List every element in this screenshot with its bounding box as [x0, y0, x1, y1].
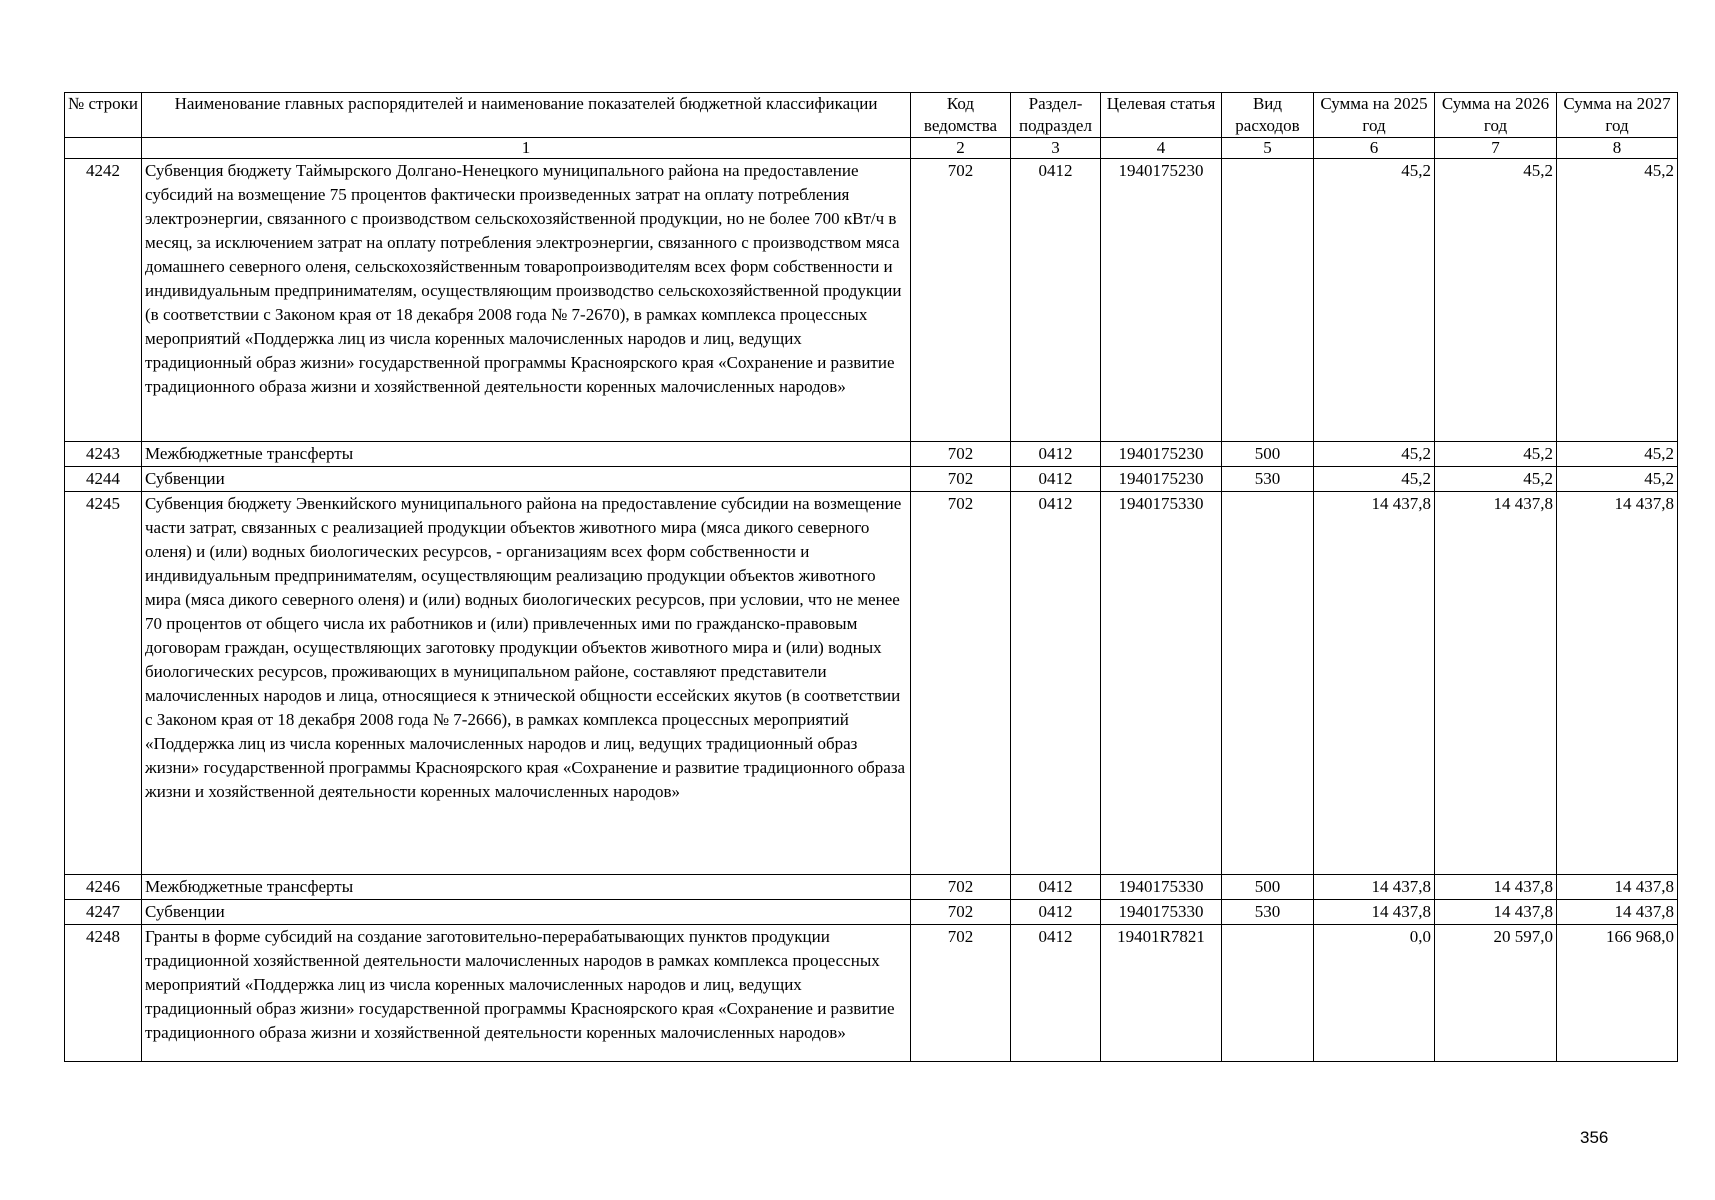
- sum-2025: 45,2: [1314, 467, 1435, 492]
- row-name: Межбюджетные трансферты: [142, 442, 911, 467]
- column-number: 5: [1222, 138, 1314, 159]
- expense-type: [1222, 159, 1314, 442]
- table-row: [65, 492, 1678, 875]
- target-article: 1940175230: [1101, 442, 1222, 467]
- row-name: Субвенция бюджету Эвенкийского муниципального района на предоставление субсидии на возмещение части затрат, связанных с реализацией продукции объектов животного мира (мяса дикого северного оленя) и (или) водных биологических ресурсов, - организациям всех форм собственности и индивидуальным предпринимателям, осуществляющим реализацию продукции объектов животного мира (мяса дикого северного оленя) и (или) водных биологических ресурсов, при условии, что не менее 70 процентов от общего числа их работников и (или) привлеченных ими по гражданско-правовым договорам граждан, осуществляющих заготовку продукции объектов животного мира и (или) водных биологических ресурсов, проживающих в муниципальном районе, составляют представители малочисленных народов и лица, относящиеся к этнической общности ессейских якутов (в соответствии с Законом края от 18 декабря 2008 года № 7-2666), в рамках комплекса процессных мероприятий «Поддержка лиц из числа коренных малочисленных народов и лиц, ведущих традиционный образ жизни» государственной программы Красноярского края «Сохранение и развитие традиционного образа жизни и хозяйственной деятельности коренных малочисленных народов»: [142, 492, 911, 875]
- expense-type: 530: [1222, 467, 1314, 492]
- column-number: 8: [1557, 138, 1678, 159]
- row-number: 4245: [65, 492, 142, 875]
- header-sum-2027: Сумма на 2027 год: [1557, 93, 1678, 138]
- sum-2025: 45,2: [1314, 159, 1435, 442]
- sum-2026: 45,2: [1435, 467, 1557, 492]
- sum-2027: 14 437,8: [1557, 492, 1678, 875]
- section-code: 0412: [1011, 442, 1101, 467]
- column-number-row: [65, 138, 1678, 159]
- expense-type: 500: [1222, 442, 1314, 467]
- target-article: 1940175330: [1101, 875, 1222, 900]
- dept-code: 702: [911, 159, 1011, 442]
- row-name: Субвенция бюджету Таймырского Долгано-Ненецкого муниципального района на предоставление субсидий на возмещение 75 процентов фактически произведенных затрат на оплату потребления электроэнергии, связанного с производством сельскохозяйственной продукции, но не более 700 кВт/ч в месяц, за исключением затрат на оплату потребления электроэнергии, связанного с производством мяса домашнего северного оленя, сельскохозяйственным товаропроизводителям всех форм собственности и индивидуальным предпринимателям, осуществляющим производство сельскохозяйственной продукции (в соответствии с Законом края от 18 декабря 2008 года № 7-2670), в рамках комплекса процессных мероприятий «Поддержка лиц из числа коренных малочисленных народов и лиц, ведущих традиционный образ жизни» государственной программы Красноярского края «Сохранение и развитие традиционного образа жизни и хозяйственной деятельности коренных малочисленных народов»: [142, 159, 911, 442]
- table-row: [65, 900, 1678, 925]
- header-name: Наименование главных распорядителей и наименование показателей бюджетной классификации: [142, 93, 911, 138]
- header-dept-code: Код ведомства: [911, 93, 1011, 138]
- row-name: Межбюджетные трансферты: [142, 875, 911, 900]
- row-number: 4248: [65, 925, 142, 1062]
- sum-2026: 14 437,8: [1435, 875, 1557, 900]
- sum-2025: 14 437,8: [1314, 875, 1435, 900]
- sum-2025: 45,2: [1314, 442, 1435, 467]
- dept-code: 702: [911, 492, 1011, 875]
- header-section: Раздел-подраздел: [1011, 93, 1101, 138]
- expense-type: 530: [1222, 900, 1314, 925]
- row-number: 4247: [65, 900, 142, 925]
- row-number: 4244: [65, 467, 142, 492]
- sum-2026: 14 437,8: [1435, 900, 1557, 925]
- target-article: 1940175230: [1101, 159, 1222, 442]
- dept-code: 702: [911, 467, 1011, 492]
- dept-code: 702: [911, 925, 1011, 1062]
- column-number: 2: [911, 138, 1011, 159]
- table-row: [65, 467, 1678, 492]
- sum-2025: 14 437,8: [1314, 492, 1435, 875]
- expense-type: [1222, 492, 1314, 875]
- row-number: 4246: [65, 875, 142, 900]
- header-row-number: № строки: [65, 93, 142, 138]
- sum-2025: 0,0: [1314, 925, 1435, 1062]
- sum-2027: 45,2: [1557, 467, 1678, 492]
- header-target-article: Целевая статья: [1101, 93, 1222, 138]
- sum-2027: 166 968,0: [1557, 925, 1678, 1062]
- budget-table: [64, 92, 1678, 1062]
- target-article: 1940175330: [1101, 492, 1222, 875]
- row-name: Субвенции: [142, 467, 911, 492]
- sum-2027: 45,2: [1557, 442, 1678, 467]
- table-row: [65, 875, 1678, 900]
- header-expense-type: Вид расходов: [1222, 93, 1314, 138]
- header-sum-2026: Сумма на 2026 год: [1435, 93, 1557, 138]
- sum-2026: 20 597,0: [1435, 925, 1557, 1062]
- expense-type: 500: [1222, 875, 1314, 900]
- row-name: Гранты в форме субсидий на создание заготовительно-перерабатывающих пунктов продукции традиционной хозяйственной деятельности малочисленных народов в рамках комплекса процессных мероприятий «Поддержка лиц из числа коренных малочисленных народов и лиц, ведущих традиционный образ жизни» государственной программы Красноярского края «Сохранение и развитие традиционного образа жизни и хозяйственной деятельности коренных малочисленных народов»: [142, 925, 911, 1062]
- section-code: 0412: [1011, 875, 1101, 900]
- sum-2027: 14 437,8: [1557, 900, 1678, 925]
- section-code: 0412: [1011, 925, 1101, 1062]
- page-number: 356: [1580, 1128, 1609, 1147]
- sum-2026: 45,2: [1435, 159, 1557, 442]
- table-row: [65, 159, 1678, 442]
- section-code: 0412: [1011, 900, 1101, 925]
- target-article: 1940175230: [1101, 467, 1222, 492]
- dept-code: 702: [911, 900, 1011, 925]
- sum-2027: 14 437,8: [1557, 875, 1678, 900]
- column-number: 1: [142, 138, 911, 159]
- sum-2026: 45,2: [1435, 442, 1557, 467]
- column-number: 6: [1314, 138, 1435, 159]
- section-code: 0412: [1011, 159, 1101, 442]
- expense-type: [1222, 925, 1314, 1062]
- sum-2026: 14 437,8: [1435, 492, 1557, 875]
- sum-2027: 45,2: [1557, 159, 1678, 442]
- target-article: 1940175330: [1101, 900, 1222, 925]
- table-row: [65, 442, 1678, 467]
- column-number: [65, 138, 142, 159]
- section-code: 0412: [1011, 467, 1101, 492]
- column-number: 4: [1101, 138, 1222, 159]
- column-number: 3: [1011, 138, 1101, 159]
- target-article: 19401R7821: [1101, 925, 1222, 1062]
- dept-code: 702: [911, 875, 1011, 900]
- row-number: 4242: [65, 159, 142, 442]
- column-number: 7: [1435, 138, 1557, 159]
- header-sum-2025: Сумма на 2025 год: [1314, 93, 1435, 138]
- sum-2025: 14 437,8: [1314, 900, 1435, 925]
- header-row: [65, 93, 1678, 138]
- row-name: Субвенции: [142, 900, 911, 925]
- section-code: 0412: [1011, 492, 1101, 875]
- table-row: [65, 925, 1678, 1062]
- dept-code: 702: [911, 442, 1011, 467]
- row-number: 4243: [65, 442, 142, 467]
